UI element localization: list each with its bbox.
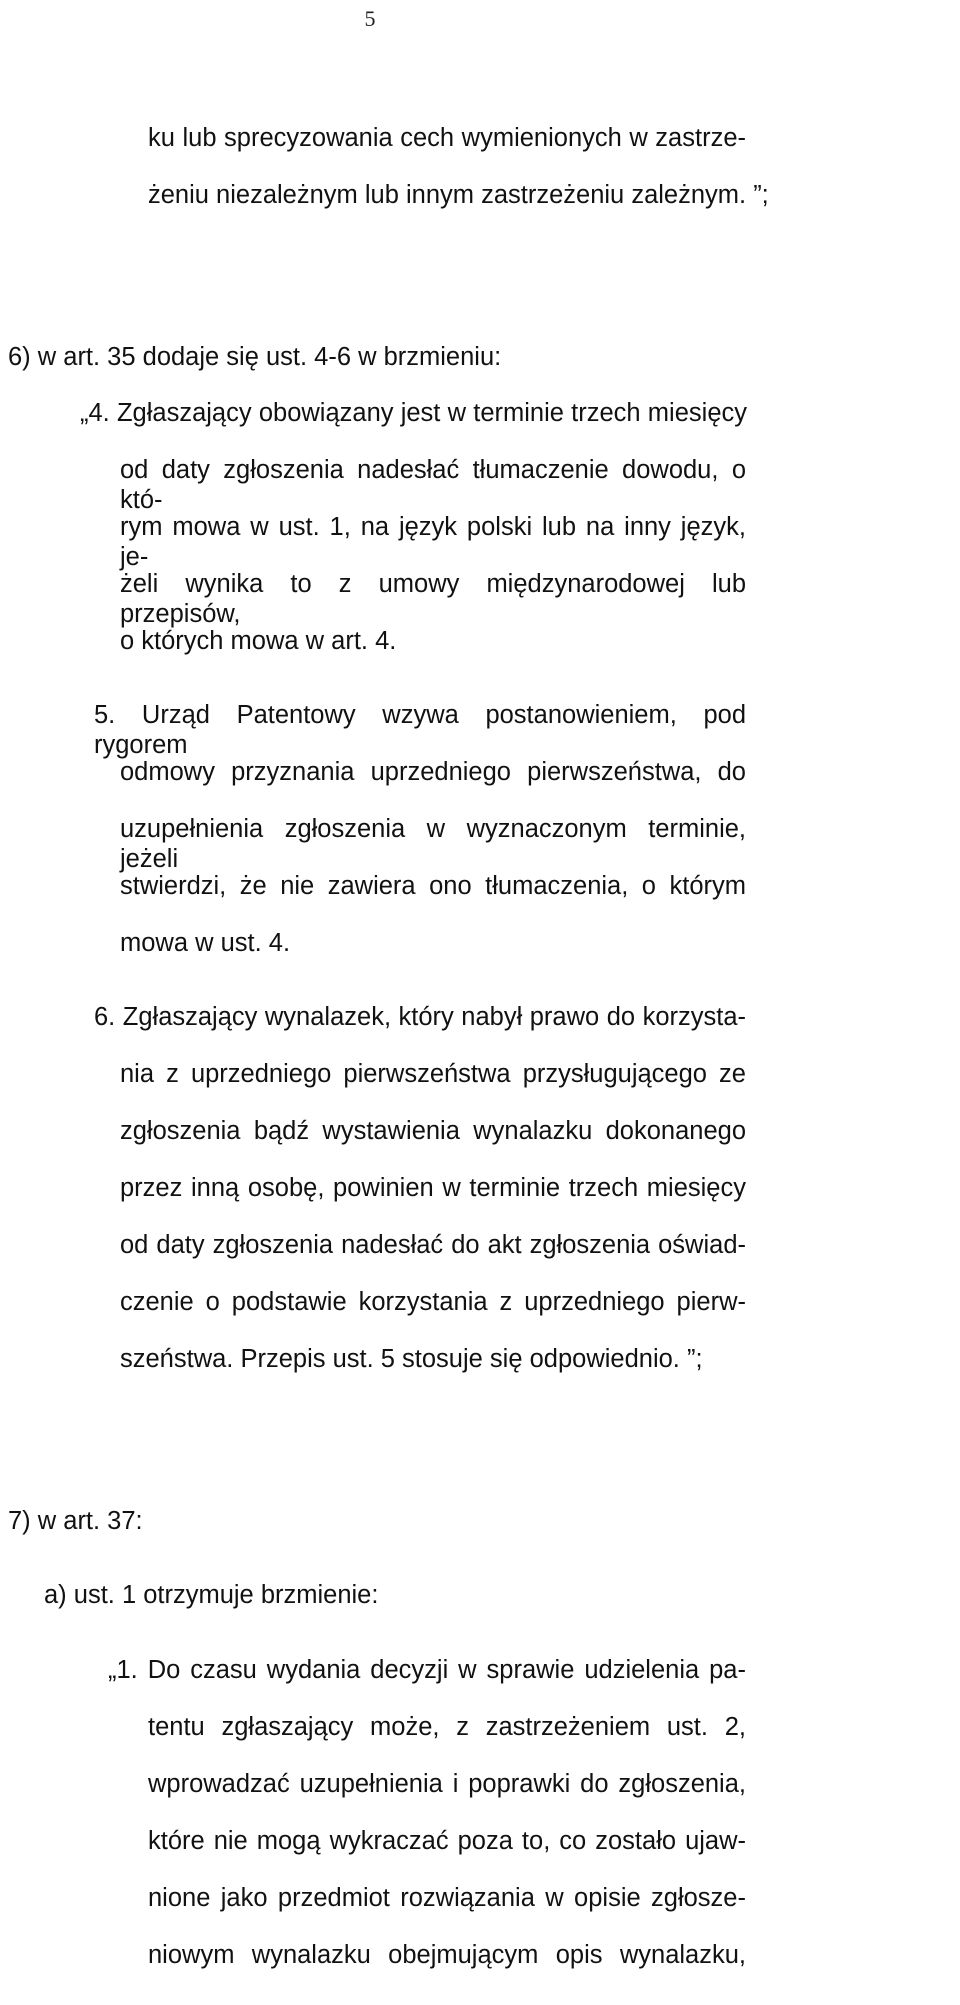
text-line: „1. Do czasu wydania decyzji w sprawie udzielenia pa- [108, 1656, 746, 1684]
text-line: 6) w art. 35 dodaje się ust. 4-6 w brzmieniu: [8, 343, 502, 371]
text-line: niowym wynalazku obejmującym opis wynalazku, [148, 1941, 746, 1969]
text-line: 6. Zgłaszający wynalazek, który nabył prawo do korzysta- [94, 1003, 746, 1031]
text-line: rym mowa w ust. 1, na język polski lub na inny język, je- [120, 513, 746, 571]
text-line: szeństwa. Przepis ust. 5 stosuje się odpowiednio. ”; [120, 1345, 703, 1373]
text-line: wprowadzać uzupełnienia i poprawki do zgłoszenia, [148, 1770, 746, 1798]
text-line: o których mowa w art. 4. [120, 627, 397, 655]
text-line: tentu zgłaszający może, z zastrzeżeniem ust. 2, [148, 1713, 746, 1741]
page-number: 5 [364, 6, 376, 31]
text-line: odmowy przyznania uprzedniego pierwszeństwa, do [120, 758, 746, 786]
text-line: 5. Urząd Patentowy wzywa postanowieniem, pod rygorem [94, 701, 746, 759]
text-line: od daty zgłoszenia nadesłać do akt zgłoszenia oświad- [120, 1231, 746, 1259]
text-line: żeniu niezależnym lub innym zastrzeżeniu zależnym. ”; [148, 181, 769, 209]
text-line: a) ust. 1 otrzymuje brzmienie: [44, 1581, 379, 1609]
text-line: stwierdzi, że nie zawiera ono tłumaczenia, o którym [120, 872, 746, 900]
text-line: zgłoszenia bądź wystawienia wynalazku dokonanego [120, 1117, 746, 1145]
text-line: nione jako przedmiot rozwiązania w opisie zgłosze- [148, 1884, 746, 1912]
text-line: uzupełnienia zgłoszenia w wyznaczonym terminie, jeżeli [120, 815, 746, 873]
text-line: mowa w ust. 4. [120, 929, 291, 957]
text-line: ku lub sprecyzowania cech wymienionych w zastrze- [148, 124, 746, 152]
text-line: nia z uprzedniego pierwszeństwa przysługującego ze [120, 1060, 746, 1088]
text-line: od daty zgłoszenia nadesłać tłumaczenie dowodu, o któ- [120, 456, 746, 514]
text-line: które nie mogą wykraczać poza to, co zostało ujaw- [148, 1827, 746, 1855]
text-line: „4. Zgłaszający obowiązany jest w terminie trzech miesięcy [80, 399, 747, 427]
text-line: przez inną osobę, powinien w terminie trzech miesięcy [120, 1174, 746, 1202]
text-line: żeli wynika to z umowy międzynarodowej lub przepisów, [120, 570, 746, 628]
text-line: czenie o podstawie korzystania z uprzedniego pierw- [120, 1288, 746, 1316]
text-line: 7) w art. 37: [8, 1507, 143, 1535]
